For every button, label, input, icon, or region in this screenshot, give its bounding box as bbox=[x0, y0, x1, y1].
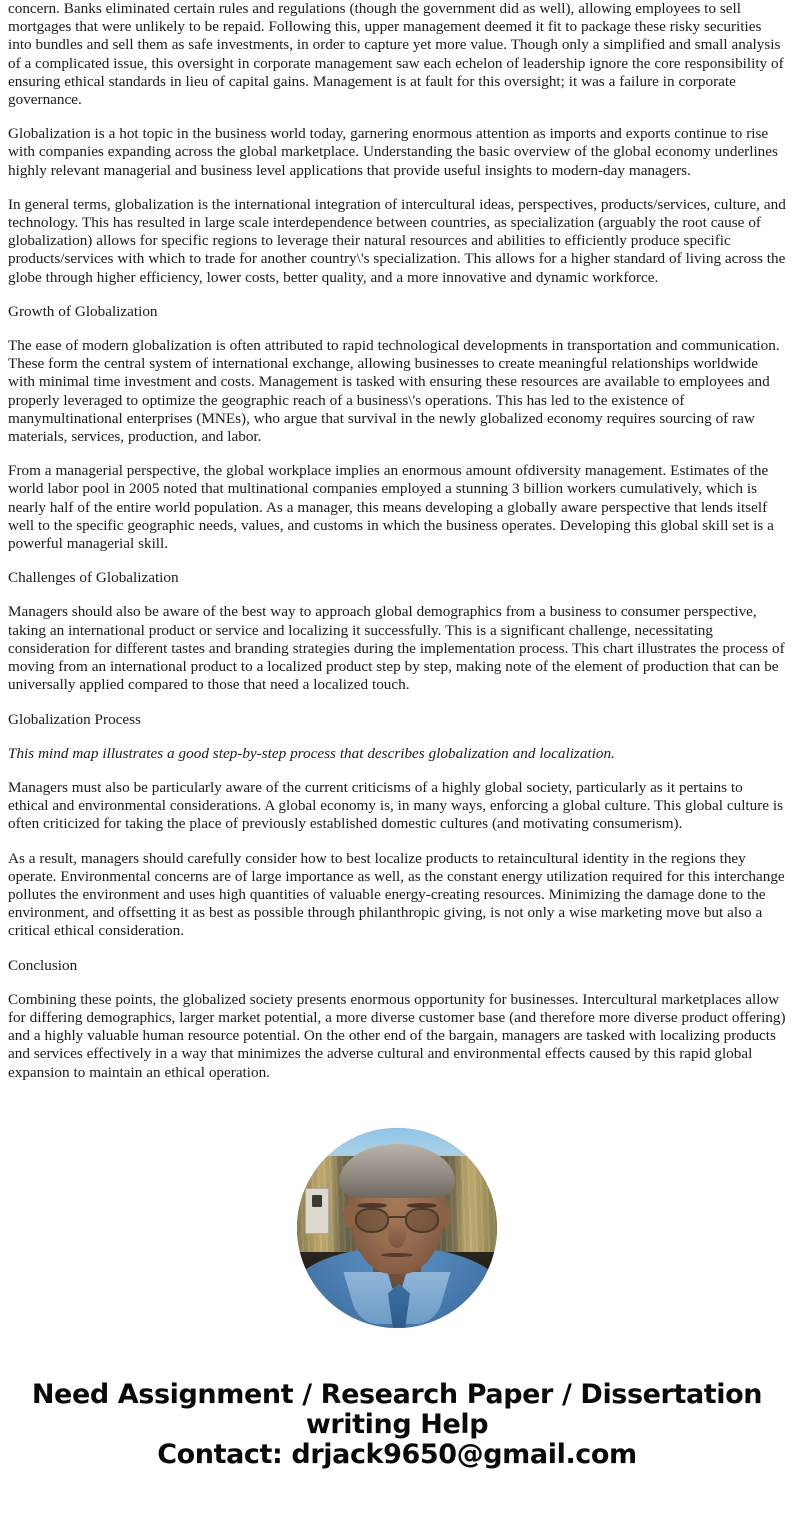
profile-photo bbox=[297, 1128, 497, 1328]
photo-wall-switch bbox=[305, 1188, 329, 1234]
bottom-spacer bbox=[8, 1470, 786, 1494]
promo-headline: Need Assignment / Research Paper / Dissertation writing Help bbox=[31, 1378, 763, 1440]
heading-growth-of-globalization: Growth of Globalization bbox=[8, 302, 158, 320]
photo-ear-right bbox=[439, 1204, 451, 1228]
heading-challenges-of-globalization: Challenges of Globalization bbox=[8, 569, 179, 587]
profile-photo-block bbox=[8, 1128, 786, 1328]
paragraph-global-demographics: Managers should also be aware of the best way to approach global demographics from a business to consumer perspective, taking an international product or service and localizing it successfully. This is a significant challenge, necessitating consideration for different tastes and branding strategies during the implementation process. This chart illustrates the process of moving from an international product to a localized product step by step, making note of the element of production that can be universally applied compared to those that need a localized touch. bbox=[8, 603, 785, 694]
paragraph-ease-of-modern-globalization: The ease of modern globalization is often attributed to rapid technological developments in transportation and communication. These form the central system of international exchange, allowing businesses to create meaningful relationships worldwide with minimal time investment and costs. Management is tasked with ensuring these resources are available to employees and properly leveraged to optimize the geographic reach of a business\'s operations. This has led to the existence of manymultinational enterprises (MNEs), who argue that survival in the newly globalized economy requires sourcing of raw materials, services, production, and labor. bbox=[8, 337, 780, 446]
photo-nose-region bbox=[388, 1222, 406, 1248]
article-body bbox=[8, 0, 786, 1082]
heading-globalization-process: Globalization Process bbox=[8, 710, 141, 728]
paragraph-globalization-hot-topic: Globalization is a hot topic in the business world today, garnering enormous attention as imports and exports continue to rise with companies expanding across the global marketplace. Understanding the basic overview of the global economy underlines highly relevant managerial and business level applications that provide useful insights to modern-day managers. bbox=[8, 125, 778, 179]
promo-banner bbox=[8, 1380, 786, 1470]
photo-eyeglass-bridge bbox=[389, 1216, 405, 1218]
promo-contact-line[interactable]: Contact: drjack9650@gmail.com bbox=[157, 1438, 637, 1470]
paragraph-managerial-perspective: From a managerial perspective, the global workplace implies an enormous amount ofdiversity management. Estimates of the world labor pool in 2005 noted that multinational companies employed a stunning 3 billion workers cumulatively, which is nearly half of the entire world population. As a manager, this means developing a globally aware perspective that lends itself well to the specific geographic needs, values, and customs in which the business operates. Developing this global skill set is a powerful managerial skill. bbox=[8, 462, 774, 553]
photo-mouth-region bbox=[381, 1253, 413, 1257]
caption-mind-map: This mind map illustrates a good step-by-step process that describes globalization and localization. bbox=[8, 744, 615, 762]
paragraph-corporate-governance: concern. Banks eliminated certain rules and regulations (though the government did as well), allowing employees to sell mortgages that were unlikely to be repaid. Following this, upper management deemed it fit to package these risky securities into bundles and sell them as safe investments, in order to capture yet more value. Though only a simplified and small analysis of a complicated issue, this oversight in corporate management saw each echelon of leadership ignore the core responsibility of ensuring ethical standards in lieu of capital gains. Management is at fault for this oversight; it was a failure in corporate governance. bbox=[8, 0, 784, 109]
paragraph-localize-and-environment: As a result, managers should carefully consider how to best localize products to retaincultural identity in the regions they operate. Environmental concerns are of large importance as well, as the constant energy utilization required for this interchange pollutes the environment and uses high quantities of valuable energy-creating resources. Minimizing the damage done to the environment, and offsetting it as best as possible through philanthropic giving, is not only a wise marketing move but also a critical ethical consideration. bbox=[8, 849, 785, 940]
photo-eyeglass-lens-left bbox=[355, 1208, 389, 1233]
paragraph-criticisms: Managers must also be particularly aware of the current criticisms of a highly global society, particularly as it pertains to ethical and environmental considerations. A global economy is, in many ways, enforcing a global culture. This global culture is often criticized for taking the place of previously established domestic cultures (and motivating consumerism). bbox=[8, 778, 784, 833]
photo-ear-left bbox=[343, 1204, 355, 1228]
paragraph-conclusion-body: Combining these points, the globalized society presents enormous opportunity for businesses. Intercultural marketplaces allow for differing demographics, larger market potential, a more diverse customer base (and therefore more diverse product offering) and a highly valuable human resource potential. On the other end of the bargain, managers are tasked with localizing products and services effectively in a way that minimizes the adverse cultural and environmental effects caused by this rapid global expansion to maintain an ethical operation. bbox=[8, 990, 786, 1081]
heading-conclusion: Conclusion bbox=[8, 956, 78, 974]
photo-eyeglass-lens-right bbox=[405, 1208, 439, 1233]
paragraph-general-terms: In general terms, globalization is the international integration of intercultural ideas, perspectives, products/services, culture, and technology. This has resulted in large scale interdependence between countries, as specialization (arguably the root cause of globalization) allows for specific regions to leverage their natural resources and abilities to efficiently produce specific products/services with which to trade for another country\'s specialization. This allows for a higher standard of living across the globe through higher efficiency, lower costs, better quality, and a more innovative and dynamic workforce. bbox=[8, 195, 786, 286]
